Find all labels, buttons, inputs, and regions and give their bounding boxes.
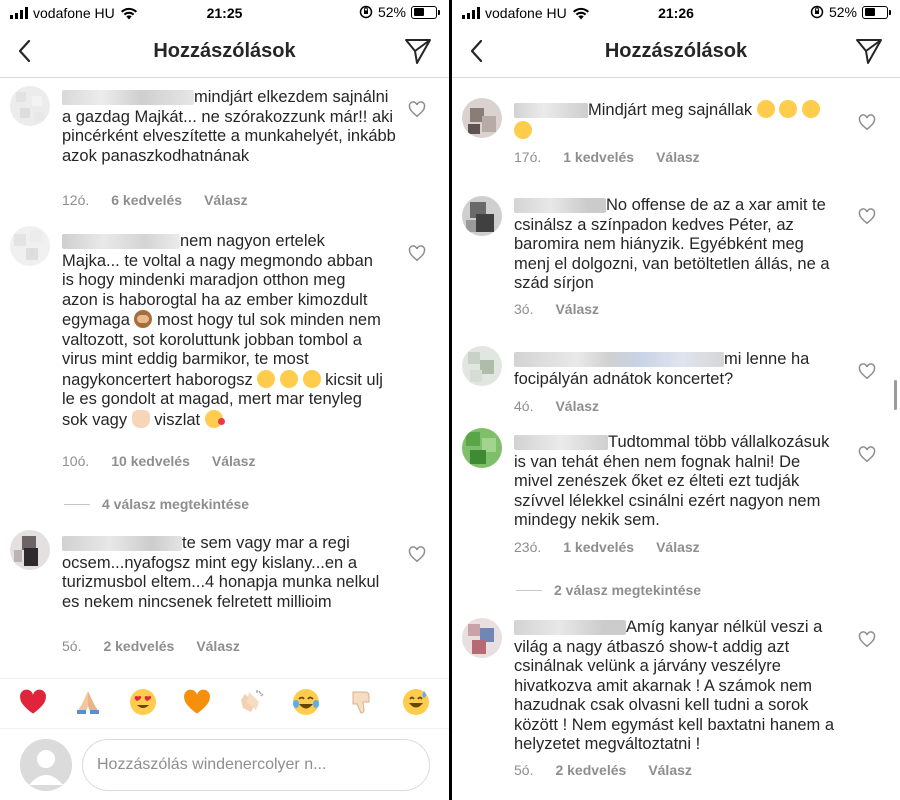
username-blurred[interactable] [514,198,606,213]
right-screen [452,0,900,800]
comment-input[interactable]: Hozzászólás windenercolyer n... [82,739,430,791]
comment-time: 12ó. [62,192,90,208]
likes-count[interactable]: 1 kedvelés [563,539,635,555]
my-avatar [20,739,72,791]
comment-time: 10ó. [62,453,90,469]
view-replies-button[interactable] [516,582,701,598]
scrollbar[interactable] [894,380,897,410]
username-blurred[interactable] [514,352,724,367]
like-heart-icon[interactable] [408,101,426,118]
left-screen [0,0,449,800]
comment-time: 3ó. [514,301,534,317]
avatar[interactable] [462,98,502,138]
emoji-quick-bar [0,678,449,724]
battery-percent: 52% [828,4,857,20]
username-blurred[interactable] [514,103,588,118]
grinning-sweat-icon [402,688,430,716]
divider [64,504,90,505]
tears-of-joy-emoji-button[interactable] [291,687,321,717]
like-heart-icon[interactable] [858,631,876,648]
like-heart-icon[interactable] [858,363,876,380]
clapping-hands-emoji-button[interactable] [237,687,267,717]
username-blurred[interactable] [514,620,626,635]
header [0,26,449,78]
comment-time: 5ó. [514,762,534,778]
like-heart-icon[interactable] [408,245,426,262]
comment-time: 5ó. [62,638,82,654]
heart-eyes-emoji-button[interactable] [128,687,158,717]
frowning-emoji [757,100,775,118]
praying-hands-emoji-button[interactable] [73,687,103,717]
heart-emoji-button[interactable] [18,687,48,717]
comment-composer [0,728,449,800]
page-title: Hozzászólások [604,40,748,62]
likes-count[interactable]: 1 kedvelés [563,149,635,165]
reply-button[interactable]: Válasz [656,149,700,165]
red-heart-icon [19,689,47,715]
orange-heart-icon [183,689,211,715]
direct-send-icon[interactable] [854,36,884,66]
header [452,26,900,78]
clock: 21:25 [206,5,243,21]
orientation-lock-icon [359,5,373,19]
battery-icon [411,6,437,19]
like-heart-icon[interactable] [858,208,876,225]
clock: 21:26 [658,5,694,21]
thumbs-down-emoji-button[interactable] [346,687,376,717]
comment-text: No offense de az a xar amit te csinálsz a színpadon kedves Péter, az baromira nem hiányzik. Egyébként meg menj el dolgozni, van betöltetlen állás, ne a szád sírjon [514,196,830,292]
divider [516,590,542,591]
orientation-lock-icon [810,5,824,19]
comment-time: 17ó. [514,149,542,165]
view-replies-label: 2 válasz megtekintése [554,582,702,598]
view-replies-button[interactable] [64,496,249,512]
eye-roll-emoji [280,370,298,388]
carrier-label: vodafone HU [485,5,567,21]
likes-count[interactable]: 6 kedvelés [111,192,183,208]
comment-time: 23ó. [514,539,542,555]
battery-icon [862,6,888,19]
comment-text-part: viszlat [149,410,205,429]
comment-text: mi lenne ha focipályán adnátok koncertet? [514,350,810,388]
orange-heart-emoji-button[interactable] [182,687,212,717]
avatar[interactable] [462,428,502,468]
username-blurred[interactable] [62,536,182,551]
reply-button[interactable]: Válasz [211,453,256,469]
comment-time: 4ó. [514,398,534,414]
comment-text: Tudtommal több vállalkozásuk is van tehát éhen nem fognak halni! De mivel zenészek őket ez élteti ezt tudják szívvel lélekkel csinálni ezért nagyon nem mindegy nekik sem. [514,433,830,529]
reply-button[interactable]: Válasz [204,192,248,208]
like-heart-icon[interactable] [858,446,876,463]
heart-eyes-icon [129,688,157,716]
see-no-evil-monkey-emoji [134,310,152,328]
likes-count[interactable]: 10 kedvelés [111,453,190,469]
tears-of-joy-icon [292,688,320,716]
likes-count[interactable]: 2 kedvelés [555,762,627,778]
avatar[interactable] [462,346,502,386]
reply-button[interactable]: Válasz [196,638,240,654]
battery-percent: 52% [377,4,406,20]
avatar[interactable] [10,86,50,126]
default-avatar-icon [20,739,72,791]
raised-hand-emoji [132,410,150,428]
grinning-sweat-emoji [514,121,532,139]
avatar[interactable] [462,618,502,658]
status-bar [452,0,900,26]
status-bar [0,0,449,26]
comment-text-part: nem nagyon ertelek Majka... te voltal a nagy megmondo abban is hogy mindenki maradjon otthon meg azon is haborogtal ha az ember kimozdult egymaga [62,232,373,329]
thumbs-down-icon [347,688,375,716]
eye-roll-emoji [303,370,321,388]
kissing-heart-emoji [205,410,223,428]
reply-button[interactable]: Válasz [555,301,600,317]
comment-text: mindjárt elkezdem sajnálni a gazdag Majkát... ne szórakozzunk már!! aki pincérként elveszítette a munkahelyét, inkább azok panaszkodhatnának [62,88,396,165]
grinning-sweat-emoji-button[interactable] [401,687,431,717]
direct-send-icon[interactable] [403,36,433,66]
page-title: Hozzászólások [153,40,296,62]
reply-button[interactable]: Válasz [648,762,692,778]
username-blurred[interactable] [514,435,608,450]
view-replies-label: 4 válasz megtekintése [102,496,250,512]
comment-text: te sem vagy mar a regi ocsem...nyafogsz mint egy kislany...en a turizmusbol eltem...4 honapja munka nelkul es nekem nincsenek felretett millioim [62,534,380,611]
comment-text-part: kicsit ulj le es gondolt at magad, mert mar tenyleg sok vagy [62,370,383,429]
reply-button[interactable]: Válasz [656,539,700,555]
carrier-label: vodafone HU [33,5,115,21]
comment-text-part: most hogy tul sok minden nem valtozott, sot koroluttunk jobban tombol a virus mint eddig barmikor, te most nagykoncertert haborogsz [62,311,381,389]
clapping-hands-icon [237,688,267,716]
grinning-sweat-emoji [779,100,797,118]
avatar[interactable] [10,530,50,570]
likes-count[interactable]: 2 kedvelés [103,638,175,654]
praying-hands-icon [73,688,103,716]
avatar[interactable] [10,226,50,266]
reply-button[interactable]: Válasz [555,398,600,414]
username-blurred[interactable] [62,234,180,249]
like-heart-icon[interactable] [408,546,426,563]
comment-text: Mindjárt meg sajnállak [588,101,757,119]
comment-text: Amíg kanyar nélkül veszi a világ a nagy átbaszó show-t addig azt csinálnak velünk a járvány veszélyre hivatkozva amit akarnak ! A számok nem hazudnak csak olvasni kell tudni a sorok között ! Nem egymást kell baxtatni hanem a helyzetet megváltoztatni ! [514,618,835,753]
eye-roll-emoji [257,370,275,388]
avatar[interactable] [462,196,502,236]
username-blurred[interactable] [62,90,194,105]
like-heart-icon[interactable] [858,114,876,131]
grinning-sweat-emoji [802,100,820,118]
